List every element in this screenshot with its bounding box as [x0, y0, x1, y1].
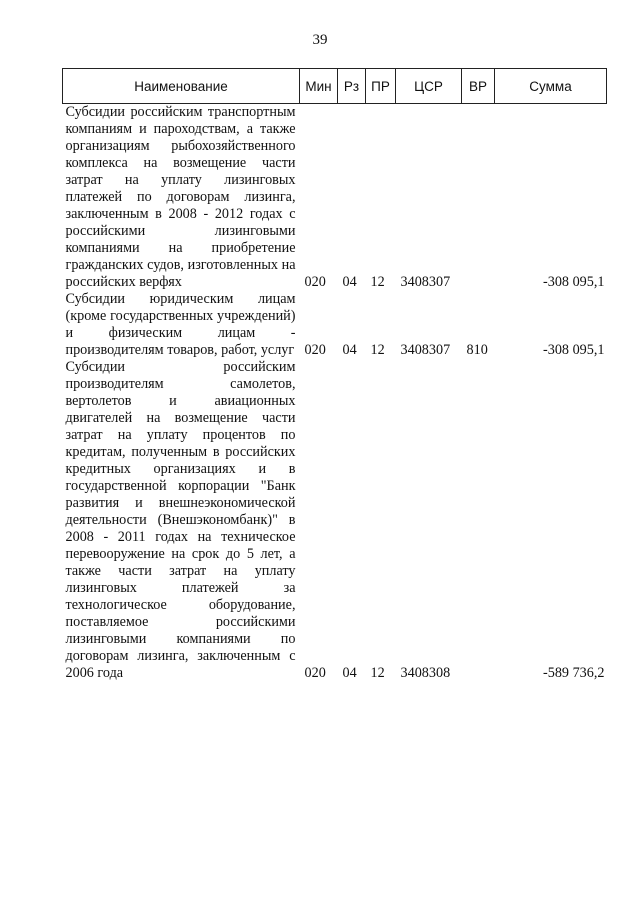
row-pr: 12 — [370, 274, 385, 290]
row-rz: 04 — [342, 665, 357, 681]
row-name-text: Субсидии российским транспортным компаниям и пароходствам, а также организациям рыбохозяйственного комплекса на возмещение части затрат на уплату лизинговых платежей по договорам лизинга, заключенным в 2008 - 2012 годах с российскими лизинговыми компаниями на приобретение гражданских судов, изготовленных на российских верфях — [65, 104, 296, 290]
row-min: 020 — [304, 665, 326, 681]
row-rz: 04 — [342, 342, 357, 358]
page-number: 39 — [312, 32, 328, 48]
row-sum: -308 095,1 — [543, 342, 605, 358]
row-sum: -589 736,2 — [543, 665, 605, 681]
row-min: 020 — [304, 342, 326, 358]
row-name-text: Субсидии российским производителям самолетов, вертолетов и авиационных двигателей на возмещение части затрат на уплату процентов по кредитам, полученным в российских кредитных организациях и в государственной корпорации "Банк развития и внешнеэкономической деятельности (Внешэкономбанк)" в 2008 - 2011 годах на техническое перевооружение на срок до 5 лет, а также части затрат на уплату лизинговых платежей за технологическое оборудование, поставляемое российскими лизинговыми компаниями по договорам лизинга, заключенным с 2006 года — [65, 359, 296, 681]
row-name — [63, 104, 300, 292]
row-name-text: Субсидии юридическим лицам (кроме государственных учреждений) и физическим лицам - производителям товаров, работ, услуг — [65, 291, 296, 358]
row-pr: 12 — [370, 665, 385, 681]
header-vr: ВР — [462, 69, 495, 104]
header-sum: Сумма — [495, 69, 607, 104]
row-vr — [462, 359, 495, 682]
table-header — [63, 69, 607, 104]
table-row — [63, 104, 607, 292]
header-rz: Рз — [338, 69, 366, 104]
header-pr: ПР — [366, 69, 396, 104]
row-csr: 3408307 — [400, 342, 451, 358]
header-csr: ЦСР — [396, 69, 462, 104]
row-csr: 3408308 — [400, 665, 451, 681]
row-rz: 04 — [342, 274, 357, 290]
row-sum: -308 095,1 — [543, 274, 605, 290]
table-body — [63, 104, 607, 683]
row-vr: 810 — [466, 342, 488, 358]
budget-table — [62, 68, 607, 682]
row-min: 020 — [304, 274, 326, 290]
table-row — [63, 359, 607, 682]
row-name — [63, 291, 300, 359]
row-csr: 3408307 — [400, 274, 451, 290]
header-min: Мин — [300, 69, 338, 104]
row-name — [63, 359, 300, 682]
header-row — [63, 69, 607, 104]
row-pr: 12 — [370, 342, 385, 358]
table-row — [63, 291, 607, 359]
row-vr — [462, 104, 495, 292]
header-name: Наименование — [63, 69, 300, 104]
